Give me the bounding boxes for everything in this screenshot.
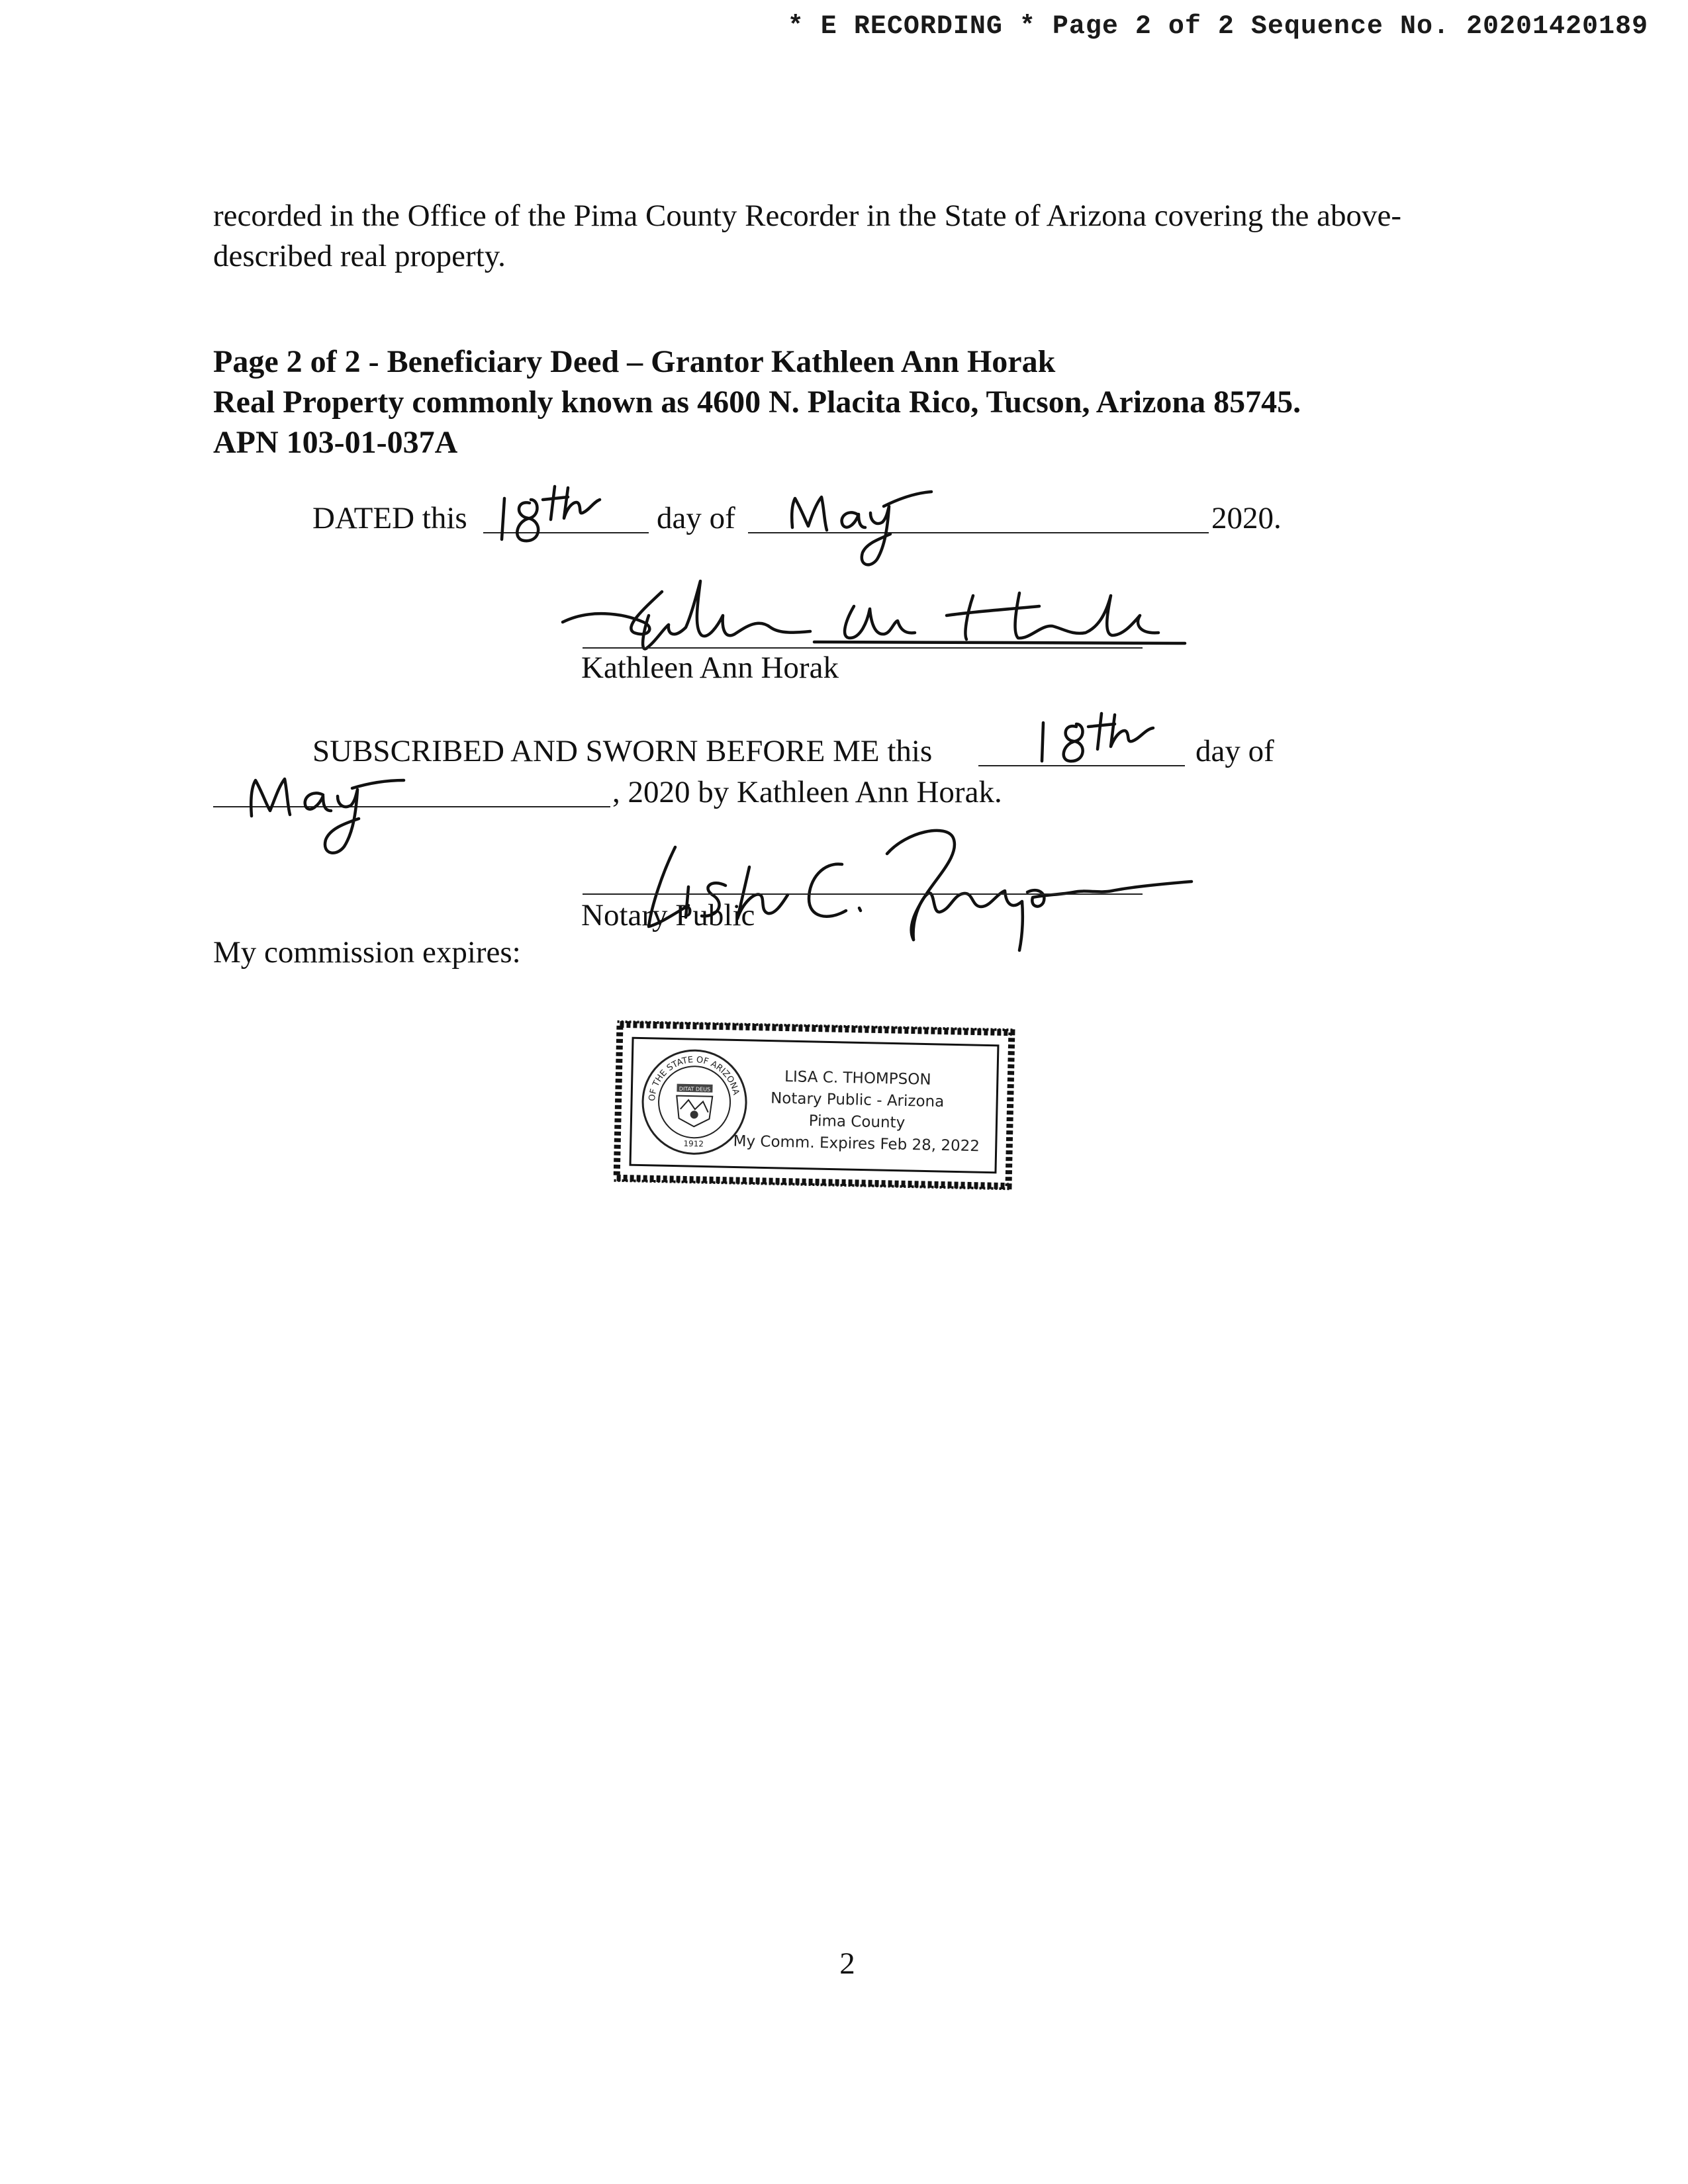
subscribed-text: SUBSCRIBED AND SWORN BEFORE ME this — [312, 734, 933, 768]
subscribed-suffix: , 2020 by Kathleen Ann Horak. — [612, 775, 1002, 809]
seal-year: 1912 — [683, 1138, 704, 1149]
continuation-paragraph: recorded in the Office of the Pima County Recorder in the State of Arizona covering the above-described real property. — [213, 199, 1401, 273]
deed-heading-line-2: Real Property commonly known as 4600 N. Placita Rico, Tucson, Arizona 85745. — [213, 385, 1301, 420]
commission-expires-label: My commission expires: — [213, 935, 521, 970]
recording-header: * E RECORDING * Page 2 of 2 Sequence No. 20201420189 — [787, 12, 1648, 42]
page-number: 2 — [839, 1946, 855, 1981]
deed-heading-line-1: Page 2 of 2 - Beneficiary Deed – Grantor Kathleen Ann Horak — [213, 344, 1056, 379]
subscribed-day-of: day of — [1196, 734, 1274, 768]
seal-ring-text: OF THE STATE OF ARIZONA — [647, 1055, 741, 1102]
dated-prefix: DATED this — [312, 501, 467, 535]
stamp-notary-name: LISA C. THOMPSON — [784, 1068, 931, 1089]
notary-stamp — [607, 1015, 1021, 1196]
deed-heading-line-3: APN 103-01-037A — [213, 425, 458, 460]
handwritten-day-18th — [490, 480, 642, 553]
stamp-text-block — [730, 1065, 984, 1158]
notary-public-label: Notary Public — [581, 898, 755, 933]
notary-signature — [596, 821, 1271, 953]
stamp-notary-title: Notary Public - Arizona — [770, 1089, 945, 1111]
stamp-commission-expiry: My Comm. Expires Feb 28, 2022 — [733, 1132, 980, 1156]
dated-day-of: day of — [657, 501, 735, 535]
grantor-printed-name: Kathleen Ann Horak — [581, 651, 839, 685]
handwritten-sworn-month-may — [240, 758, 425, 874]
dated-year: 2020. — [1211, 501, 1282, 535]
seal-motto: DITAT DEUS — [679, 1085, 711, 1093]
notary-signature-line — [583, 893, 1143, 895]
stamp-county: Pima County — [808, 1112, 906, 1132]
handwritten-sworn-day-18th — [1033, 709, 1185, 776]
grantor-signature-line — [583, 647, 1143, 649]
